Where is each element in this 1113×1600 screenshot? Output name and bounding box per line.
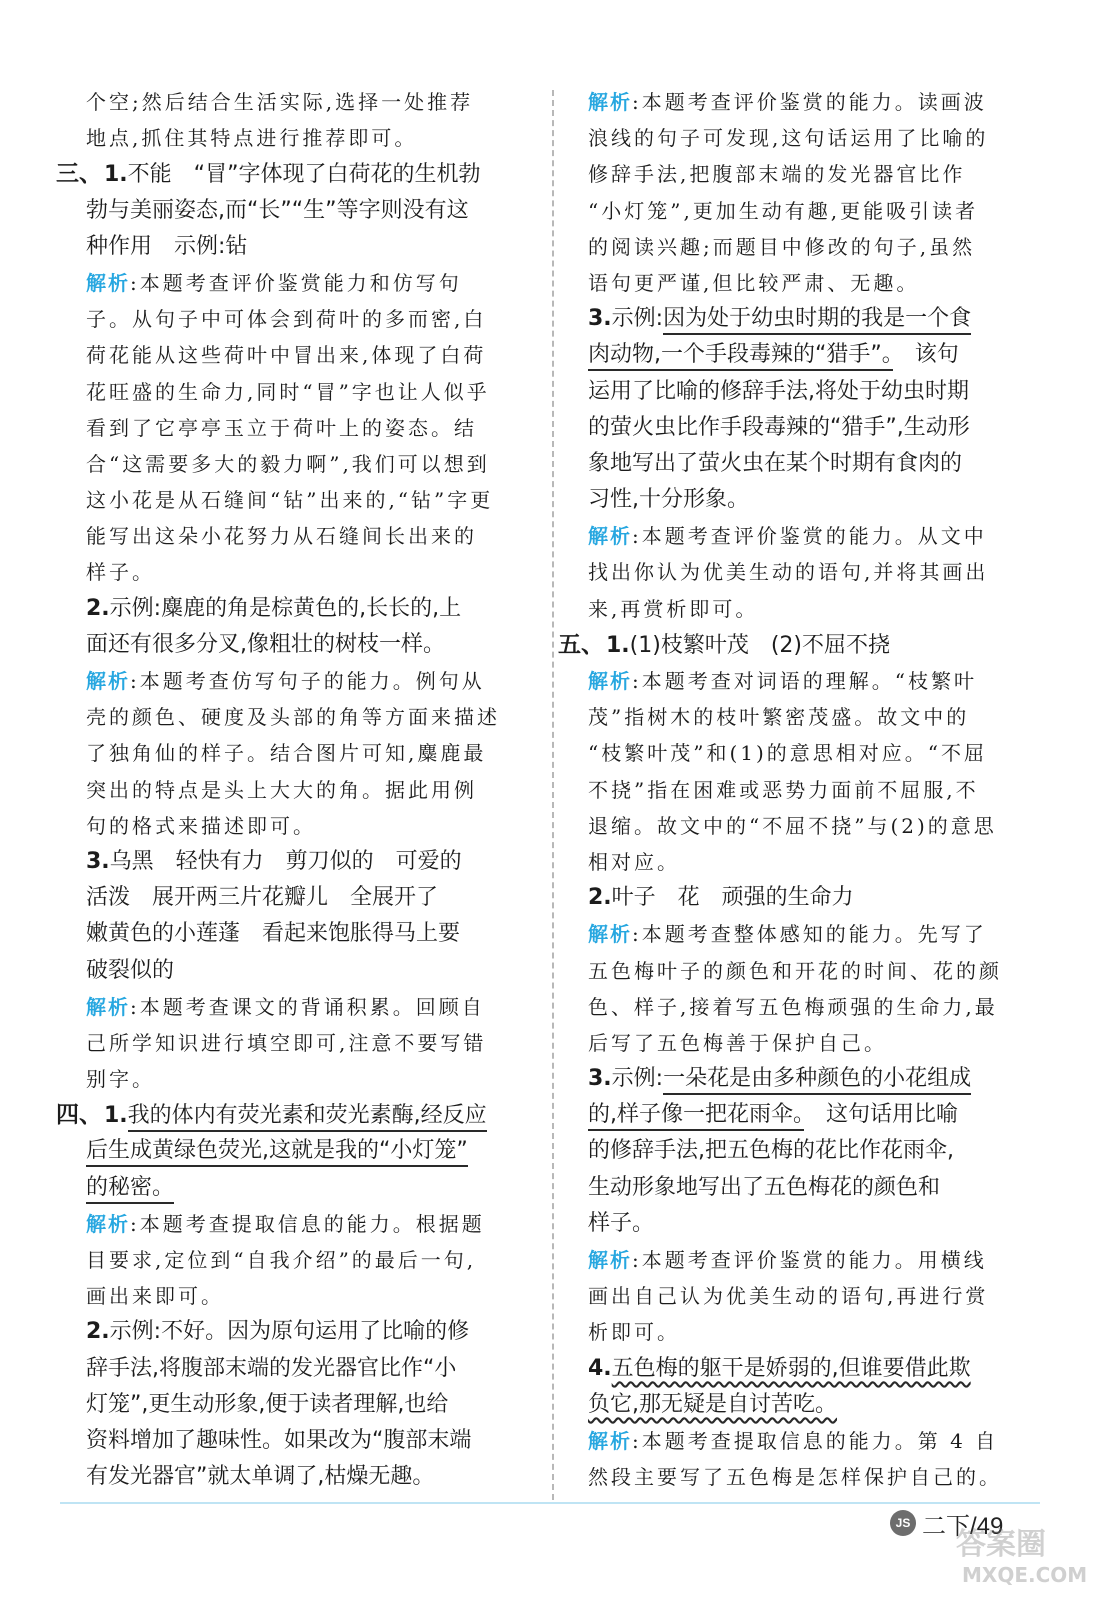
line-text: 修辞手法,把腹部末端的发光器官比作: [588, 162, 966, 187]
line-text: 种作用 示例:钻: [86, 233, 248, 259]
line-text: 勃与美丽姿态,而“长”“生”等字则没有这: [86, 197, 469, 223]
question-number: 2.: [86, 1319, 110, 1345]
text-line: [86, 1025, 528, 1061]
underlined-answer: 我的体内有荧光素和荧光素酶,经反应: [128, 1103, 487, 1132]
wavy-underlined-answer: 负它,那无疑是自讨苦吃。: [588, 1391, 837, 1417]
text-line: [86, 591, 528, 627]
wavy-underlined-answer: 五色梅的躯干是娇弱的,但谁要借此欺: [611, 1355, 971, 1381]
line-text: 的修辞手法,把五色梅的花比作花雨伞,: [588, 1138, 954, 1164]
text-line: [588, 880, 1034, 916]
underlined-answer: 后生成黄绿色荧光,这就是我的“小灯笼”: [86, 1138, 468, 1167]
text-line: [588, 1061, 1034, 1097]
watermark-url: MXQE.COM: [962, 1563, 1088, 1587]
text-line: [86, 446, 528, 482]
text-line: [588, 844, 1034, 880]
line-text: 示例:不好。因为原句运用了比喻的修: [109, 1319, 470, 1345]
analysis-label: 解析: [588, 922, 632, 947]
text-line: [588, 1351, 1034, 1387]
question-number: 2.: [588, 885, 612, 911]
line-text: 这句话用比喻: [804, 1102, 959, 1128]
text-line: [86, 120, 528, 156]
analysis-label: 解析: [86, 270, 130, 295]
text-line: [588, 591, 1034, 627]
line-text: 了独角仙的样子。结合图片可知,麋鹿最: [86, 741, 487, 766]
line-text: :本题考查仿写句子的能力。例句从: [130, 669, 485, 693]
line-text: :本题考查评价鉴赏的能力。用横线: [632, 1248, 987, 1272]
underlined-answer: 的秘密。: [86, 1175, 174, 1204]
text-line: [588, 1206, 1034, 1242]
text-line: [86, 518, 528, 554]
line-text: 样子。: [86, 560, 155, 585]
js-logo-icon: JS: [890, 1510, 916, 1536]
page-number: 二下/49: [922, 1513, 1004, 1540]
text-line: [86, 953, 528, 989]
text-line: [588, 699, 1034, 735]
line-text: :本题考查提取信息的能力。第 4 自: [632, 1428, 999, 1453]
text-line: [588, 1459, 1034, 1495]
line-text: 能写出这朵小花努力从石缝间长出来的: [86, 524, 477, 549]
line-text: 生动形象地写出了五色梅花的颜色和: [588, 1174, 941, 1200]
section-marker: 四、: [56, 1102, 102, 1129]
text-line: [588, 663, 1034, 699]
question-number: 3.: [86, 848, 110, 874]
text-line: [86, 482, 528, 518]
line-text: 资料增加了趣味性。如果改为“腹部末端: [86, 1427, 472, 1453]
text-line: [86, 1242, 528, 1278]
line-text: :本题考查课文的背诵积累。回顾自: [130, 994, 485, 1019]
text-line: [86, 1133, 528, 1169]
text-line: [86, 916, 528, 952]
line-text: 找出你认为优美生动的语句,并将其画出: [588, 560, 989, 585]
text-line: [86, 229, 528, 265]
text-line: [86, 1314, 528, 1350]
text-line: [86, 808, 528, 844]
watermark-title: 答案圈: [956, 1527, 1046, 1562]
analysis-label: 解析: [86, 669, 130, 693]
line-text: :本题考查评价鉴赏能力和仿写句: [130, 270, 462, 295]
line-text: 然段主要写了五色梅是怎样保护自己的。: [588, 1465, 1002, 1490]
line-text: 的萤火虫比作手段毒辣的“猎手”,生动形: [588, 414, 970, 440]
text-line: [86, 880, 528, 916]
text-line: [86, 989, 528, 1025]
text-line: [86, 337, 528, 373]
text-line: [558, 627, 1034, 663]
text-line: [588, 916, 1034, 952]
text-line: [86, 844, 528, 880]
line-text: 有发光器官”就太单调了,枯燥无趣。: [86, 1464, 435, 1490]
line-text: 习性,十分形象。: [588, 487, 749, 513]
line-text: 茂”指树木的枝叶繁密茂盛。故文中的: [588, 705, 970, 730]
watermark-logo: [948, 1520, 1098, 1590]
line-text: 句的格式来描述即可。: [86, 813, 316, 838]
text-line: [86, 627, 528, 663]
question-number: 1.: [104, 1103, 128, 1129]
line-text: 荷花能从这些荷叶中冒出来,体现了白荷: [86, 343, 487, 368]
text-line: [588, 120, 1034, 156]
text-line: [588, 482, 1034, 518]
text-line: [86, 1206, 528, 1242]
line-text: 目要求,定位到“自我介绍”的最后一句,: [86, 1248, 477, 1272]
line-text: 样子。: [588, 1210, 655, 1236]
question-number: 2.: [86, 595, 110, 621]
text-line: [86, 374, 528, 410]
question-number: 3.: [588, 1066, 612, 1092]
text-line: [86, 1423, 528, 1459]
line-text: 浪线的句子可发现,这句话运用了比喻的: [588, 126, 989, 151]
column-divider: [552, 90, 554, 1500]
line-text: 色、样子,接着写五色梅顽强的生命力,最: [588, 994, 998, 1019]
line-text: 乌黑 轻快有力 剪刀似的 可爱的: [109, 848, 462, 874]
line-text: 别字。: [86, 1067, 155, 1092]
text-line: [588, 554, 1034, 590]
text-line: [86, 265, 528, 301]
text-line: [86, 1351, 528, 1387]
text-line: [588, 193, 1034, 229]
line-text: 面还有很多分叉,像粗壮的树枝一样。: [86, 631, 445, 657]
text-line: [588, 953, 1034, 989]
line-text: 突出的特点是头上大大的角。据此用例: [86, 777, 477, 802]
underlined-answer: 因为处于幼虫时期的我是一个食: [663, 306, 971, 335]
section-marker: 三、: [56, 161, 102, 188]
text-line: [56, 1097, 528, 1133]
line-text: :本题考查评价鉴赏的能力。读画波: [632, 90, 987, 114]
section-marker: 五、: [558, 631, 604, 658]
line-text: 辞手法,将腹部末端的发光器官比作“小: [86, 1355, 457, 1381]
text-line: [588, 410, 1034, 446]
line-text: 示例:麋鹿的角是棕黄色的,长长的,上: [109, 595, 462, 621]
text-line: [588, 156, 1034, 192]
text-line: [588, 1025, 1034, 1061]
text-line: [588, 1387, 1034, 1423]
line-text: 活泼 展开两三片花瓣儿 全展开了: [86, 885, 439, 911]
line-text: 析即可。: [588, 1320, 680, 1345]
analysis-label: 解析: [588, 524, 632, 549]
question-number: 4.: [588, 1355, 612, 1381]
text-line: [588, 735, 1034, 771]
line-text: 看到了它亭亭玉立于荷叶上的姿态。结: [86, 415, 477, 440]
right-column: [558, 84, 1034, 1495]
text-line: [588, 229, 1034, 265]
text-line: [86, 193, 528, 229]
line-text: 合“这需要多大的毅力啊”,我们可以想到: [86, 451, 490, 476]
text-line: [588, 1133, 1034, 1169]
text-line: [86, 1459, 528, 1495]
line-text: 运用了比喻的修辞手法,将处于幼虫时期: [588, 378, 969, 404]
line-text: 后写了五色梅善于保护自己。: [588, 1030, 887, 1055]
line-text: 语句更严谨,但比较严肃、无趣。: [588, 270, 920, 295]
line-text: 示例:: [611, 306, 664, 332]
text-line: [588, 265, 1034, 301]
text-line: [588, 446, 1034, 482]
text-line: [86, 410, 528, 446]
analysis-label: 解析: [588, 1428, 632, 1453]
underlined-answer: 一朵花是由多种颜色的小花组成: [663, 1066, 971, 1095]
line-text: “小灯笼”,更加生动有趣,更能吸引读者: [588, 198, 979, 223]
text-line: [588, 808, 1034, 844]
line-text: 该句: [892, 342, 959, 368]
text-line: [588, 1242, 1034, 1278]
text-line: [588, 1170, 1034, 1206]
analysis-label: 解析: [86, 994, 130, 1019]
line-text: 来,再赏析即可。: [588, 596, 759, 621]
text-line: [86, 301, 528, 337]
question-number: 1.: [606, 632, 630, 658]
text-line: [86, 1278, 528, 1314]
text-line: [86, 699, 528, 735]
text-line: [588, 337, 1034, 373]
text-line: [588, 84, 1034, 120]
text-line: [86, 1387, 528, 1423]
line-text: 叶子 花 顽强的生命力: [611, 885, 854, 911]
line-text: 嫩黄色的小莲蓬 看起来饱胀得马上要: [86, 921, 461, 947]
text-line: [588, 772, 1034, 808]
line-text: 子。从句子中可体会到荷叶的多而密,白: [86, 307, 487, 332]
analysis-label: 解析: [588, 669, 632, 693]
text-line: [86, 772, 528, 808]
line-text: 不挠”指在困难或恶势力面前不屈服,不: [588, 777, 979, 802]
line-text: :本题考查提取信息的能力。根据题: [130, 1211, 485, 1236]
left-column: [56, 84, 528, 1495]
line-text: 不能 “冒”字体现了白荷花的生机勃: [127, 162, 481, 188]
line-text: 这小花是从石缝间“钻”出来的,“钻”字更: [86, 488, 494, 513]
line-text: 退缩。故文中的“不屈不挠”与(2)的意思: [588, 813, 997, 838]
text-line: [86, 1170, 528, 1206]
text-line: [86, 735, 528, 771]
line-text: (1)枝繁叶茂 (2)不屈不挠: [629, 632, 890, 658]
line-text: 画出自己认为优美生动的语句,再进行赏: [588, 1284, 989, 1309]
line-text: 五色梅叶子的颜色和开花的时间、花的颜: [588, 958, 1002, 983]
text-line: [588, 1278, 1034, 1314]
text-line: [588, 1423, 1034, 1459]
question-number: 3.: [588, 306, 612, 332]
line-text: 个空;然后结合生活实际,选择一处推荐: [86, 90, 474, 114]
line-text: 的阅读兴趣;而题目中修改的句子,虽然: [588, 234, 976, 259]
analysis-label: 解析: [86, 1211, 130, 1236]
underlined-answer: 肉动物,一个手段毒辣的“猎手”。: [588, 342, 893, 371]
question-number: 1.: [104, 162, 128, 188]
text-line: [588, 989, 1034, 1025]
underlined-answer: 的,样子像一把花雨伞。: [588, 1102, 804, 1131]
text-line: [588, 518, 1034, 554]
line-text: 灯笼”,更生动形象,便于读者理解,也给: [86, 1391, 449, 1417]
line-text: :本题考查评价鉴赏的能力。从文中: [632, 524, 987, 549]
analysis-label: 解析: [588, 1248, 632, 1272]
line-text: 地点,抓住其特点进行推荐即可。: [86, 126, 418, 151]
line-text: 己所学知识进行填空即可,注意不要写错: [86, 1030, 487, 1055]
text-line: [588, 1314, 1034, 1350]
text-line: [86, 554, 528, 590]
line-text: :本题考查对词语的理解。“枝繁叶: [632, 669, 977, 693]
text-line: [588, 1097, 1034, 1133]
text-line: [86, 663, 528, 699]
line-text: 破裂似的: [86, 957, 175, 983]
text-line: [56, 156, 528, 192]
line-text: 示例:: [611, 1066, 664, 1092]
analysis-label: 解析: [588, 90, 632, 114]
text-line: [86, 1061, 528, 1097]
line-text: 花旺盛的生命力,同时“冒”字也让人似乎: [86, 379, 490, 404]
line-text: “枝繁叶茂”和(1)的意思相对应。“不屈: [588, 741, 988, 766]
line-text: 画出来即可。: [86, 1284, 224, 1309]
text-line: [86, 84, 528, 120]
text-line: [588, 374, 1034, 410]
line-text: 壳的颜色、硬度及头部的角等方面来描述: [86, 705, 500, 730]
line-text: :本题考查整体感知的能力。先写了: [632, 922, 987, 947]
line-text: 象地写出了萤火虫在某个时期有食肉的: [588, 450, 963, 476]
line-text: 相对应。: [588, 849, 680, 874]
text-line: [588, 301, 1034, 337]
